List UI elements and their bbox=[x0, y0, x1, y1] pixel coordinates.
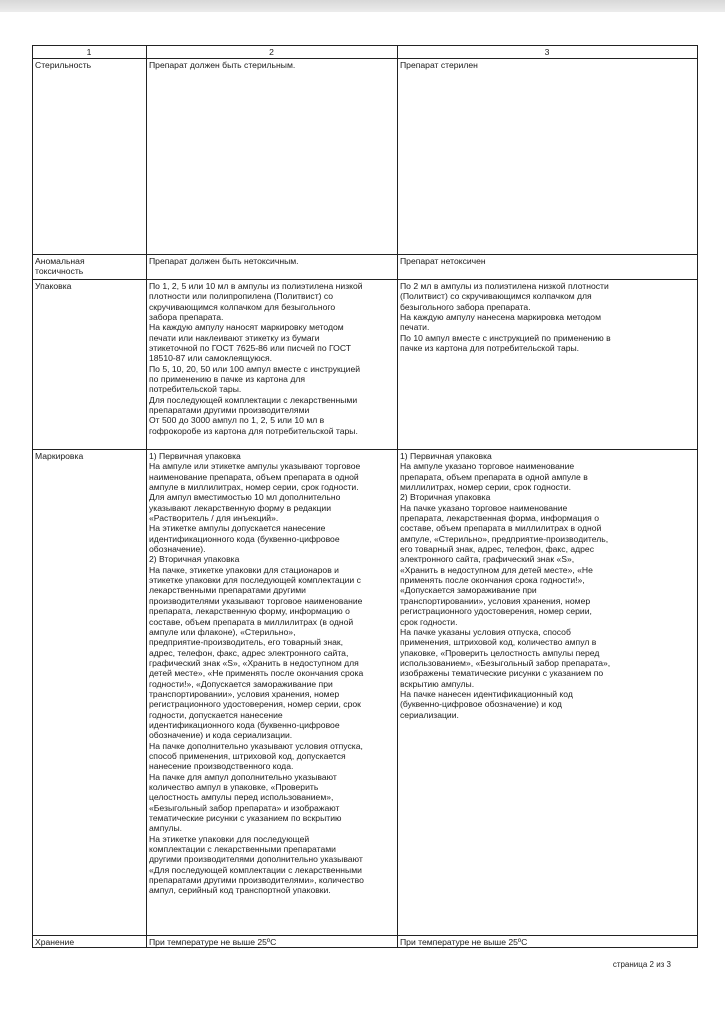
text-line: идентификационного кода (буквенно-цифровое bbox=[149, 719, 340, 730]
text-line: «Безыгольный забор препарата» и изображают bbox=[149, 802, 340, 813]
text-line: На ампуле указано торговое наименование bbox=[400, 461, 575, 472]
table-row bbox=[33, 936, 698, 948]
text-line: использованием», «Безыгольный забор препарата», bbox=[400, 657, 611, 668]
text-line: Для последующей комплектации с лекарственными bbox=[149, 394, 358, 405]
text-line: На этикетке ампулы допускается нанесение bbox=[149, 523, 326, 534]
text-line: 2) Вторичная упаковка bbox=[149, 554, 240, 565]
text-line: 18510-87 или самоклеящуюся. bbox=[149, 353, 273, 364]
text-line: количество ампул в упаковке, «Проверить bbox=[149, 782, 319, 792]
text-line: графический знак «S», «Хранить в недоступном для bbox=[149, 657, 359, 668]
text-line: ампуле в миллилитрах, номер серии, срок годности. bbox=[149, 482, 359, 493]
row-label bbox=[33, 59, 147, 255]
text-line: этикеточной по ГОСТ 7625-86 или писчей по ГОСТ bbox=[149, 343, 352, 354]
text-line: сериализации. bbox=[400, 709, 459, 720]
text-line: срок годности. bbox=[400, 616, 458, 627]
requirement-cell bbox=[147, 450, 398, 936]
text-line: плотности или полипропилена (Политвист) со bbox=[149, 291, 334, 302]
result-cell bbox=[398, 450, 698, 936]
specification-table bbox=[32, 45, 698, 948]
text-line: электронного сайта, графический знак «S», bbox=[400, 554, 575, 565]
text-line: 1) Первичная упаковка bbox=[400, 451, 492, 461]
scan-top-edge bbox=[0, 0, 725, 12]
text-line: забора препарата. bbox=[149, 312, 224, 323]
text-line: На этикетке упаковки для последующей bbox=[149, 833, 310, 844]
row-label bbox=[33, 450, 147, 936]
text-line: составе, объем препарата в миллилитрах (в одной bbox=[149, 616, 354, 627]
text-line: Препарат нетоксичен bbox=[400, 256, 486, 266]
row-label bbox=[33, 936, 147, 948]
table-row bbox=[33, 450, 698, 936]
text-line: наименование препарата, объем препарата в одной bbox=[149, 471, 359, 482]
table-row bbox=[33, 255, 698, 280]
text-line: «Допускается замораживание при bbox=[400, 585, 537, 596]
text-line: 2) Вторичная упаковка bbox=[400, 492, 491, 503]
text-line: вскрытию ампулы. bbox=[400, 678, 475, 689]
text-line: печати. bbox=[400, 322, 430, 333]
text-line: «Растворитель / для инъекций». bbox=[149, 513, 279, 524]
text-line: препарата, лекарственная форма, информация о bbox=[400, 513, 600, 524]
text-line: производителями указывают торговое наименование bbox=[149, 595, 363, 606]
table-row bbox=[33, 59, 698, 255]
text-line: препаратами другими производителями», количество bbox=[149, 875, 364, 886]
text-line: применять после окончания срока годности!», bbox=[400, 575, 585, 586]
text-line: Упаковка bbox=[35, 281, 72, 291]
text-line: составе, объем препарата в миллилитрах в одной bbox=[400, 523, 602, 534]
table-row bbox=[33, 280, 698, 450]
text-line: (буквенно-цифровое обозначение) и код bbox=[400, 699, 562, 710]
text-line: Для ампул вместимостью 10 мл дополнительно bbox=[149, 492, 341, 503]
text-line: адрес, телефон, факс, адрес электронного сайта, bbox=[149, 647, 349, 658]
text-line: ампуле, «Стерильно», предприятие-производитель, bbox=[400, 533, 609, 544]
text-line: регистрационного удостоверения, номер серии, срок bbox=[149, 699, 361, 710]
text-line: потребительской тары. bbox=[149, 384, 242, 395]
text-line: На пачке нанесен идентификационный код bbox=[400, 688, 573, 699]
text-line: На ампуле или этикетке ампулы указывают торговое bbox=[149, 461, 361, 472]
text-line: безыгольного забора препарата. bbox=[400, 301, 531, 312]
header-col-3: 3 bbox=[398, 46, 698, 59]
text-line: По 10 ампул вместе с инструкцией по применению в bbox=[400, 332, 611, 343]
text-line: нанесение производственного кода. bbox=[149, 761, 294, 772]
text-line: По 5, 10, 20, 50 или 100 ампул вместе с инструкцией bbox=[149, 363, 361, 374]
text-line: На каждую ампулу нанесена маркировка методом bbox=[400, 312, 601, 323]
result-cell bbox=[398, 280, 698, 450]
text-line: его товарный знак, адрес, телефон, факс, адрес bbox=[400, 544, 595, 555]
text-line: На пачке указано торговое наименование bbox=[400, 502, 568, 513]
text-line: На пачке указаны условия отпуска, способ bbox=[400, 626, 571, 637]
text-line: препарата, лекарственную форму, информацию о bbox=[149, 606, 350, 617]
text-line: годности!», «Допускается замораживание при bbox=[149, 678, 333, 689]
text-line: Препарат стерилен bbox=[400, 60, 478, 70]
row-label bbox=[33, 255, 147, 280]
text-line: Препарат должен быть нетоксичным. bbox=[149, 256, 299, 266]
text-line: пачке из картона для потребительской тары. bbox=[400, 343, 580, 354]
result-cell bbox=[398, 936, 698, 948]
header-col-1: 1 bbox=[33, 46, 147, 59]
text-line: изображены тематические рисунки с указанием по bbox=[400, 668, 604, 679]
text-line: печати или наклеивают этикетку из бумаги bbox=[149, 332, 320, 343]
text-line: препарата, объем препарата в одной ампуле в bbox=[400, 471, 588, 482]
text-line: (Политвист) со скручивающимся колпачком для bbox=[400, 291, 592, 302]
text-line: «Хранить в недоступном для детей месте», «Не bbox=[400, 564, 593, 575]
text-line: по применению в пачке из картона для bbox=[149, 374, 306, 385]
text-line: идентификационного кода (буквенно-цифровое bbox=[149, 533, 340, 544]
text-line: По 2 мл в ампулы из полиэтилена низкой плотности bbox=[400, 281, 609, 291]
text-line: регистрационного удостоверения, номер серии, bbox=[400, 606, 592, 617]
text-line: Препарат должен быть стерильным. bbox=[149, 60, 296, 70]
text-line: При температуре не выше 25ºС bbox=[149, 937, 277, 947]
text-line: Хранение bbox=[35, 937, 75, 947]
text-line: способ применения, штриховой код, допускается bbox=[149, 750, 346, 761]
text-line: комплектации с лекарственными препаратами bbox=[149, 844, 336, 855]
text-line: скручивающимся колпачком для безыгольного bbox=[149, 301, 336, 312]
requirement-cell bbox=[147, 59, 398, 255]
text-line: гофрокоробе из картона для потребительской тары. bbox=[149, 425, 358, 436]
text-line: другими производителями дополнительно указывают bbox=[149, 854, 363, 865]
text-line: упаковке, «Проверить целостность ампулы перед bbox=[400, 647, 600, 658]
text-line: годности, допускается нанесение bbox=[149, 709, 283, 720]
requirement-cell bbox=[147, 280, 398, 450]
text-line: транспортировании», условия хранения, номер bbox=[400, 595, 591, 606]
text-line: На каждую ампулу наносят маркировку методом bbox=[149, 322, 344, 333]
text-line: На пачке для ампул дополнительно указывают bbox=[149, 771, 337, 782]
header-col-2: 2 bbox=[147, 46, 398, 59]
text-line: препаратами другими производителями bbox=[149, 405, 310, 416]
text-line: транспортировании», условия хранения, номер bbox=[149, 688, 340, 699]
text-line: обозначение) и кода сериализации. bbox=[149, 730, 293, 741]
requirement-cell bbox=[147, 936, 398, 948]
text-line: От 500 до 3000 ампул по 1, 2, 5 или 10 мл в bbox=[149, 415, 325, 426]
requirement-cell bbox=[147, 255, 398, 280]
text-line: На пачке дополнительно указывают условия отпуска, bbox=[149, 740, 363, 751]
result-cell bbox=[398, 255, 698, 280]
text-line: На пачке, этикетке упаковки для стационаров и bbox=[149, 564, 339, 575]
text-line: лекарственными препаратами другими bbox=[149, 585, 306, 596]
text-line: ампул, серийный код транспортной упаковки. bbox=[149, 885, 331, 896]
page-number: страница 2 из 3 bbox=[612, 960, 671, 969]
text-line: Аномальная bbox=[35, 256, 85, 266]
text-line: При температуре не выше 25ºС bbox=[400, 937, 528, 947]
row-label bbox=[33, 280, 147, 450]
text-line: Маркировка bbox=[35, 451, 84, 461]
text-line: указывают лекарственную форму в редакции bbox=[149, 502, 331, 513]
text-line: ампуле или флаконе), «Стерильно», bbox=[149, 626, 296, 637]
table-header-row bbox=[33, 46, 698, 59]
text-line: 1) Первичная упаковка bbox=[149, 451, 241, 461]
text-line: токсичность bbox=[35, 266, 84, 277]
text-line: этикетке упаковки для последующей комплектации с bbox=[149, 575, 361, 586]
text-line: целостность ампулы перед использованием», bbox=[149, 792, 334, 803]
text-line: Стерильность bbox=[35, 60, 92, 70]
text-line: применения, штриховой код, количество ампул в bbox=[400, 637, 597, 648]
text-line: «Для последующей комплектации с лекарственными bbox=[149, 864, 362, 875]
text-line: По 1, 2, 5 или 10 мл в ампулы из полиэтилена низкой bbox=[149, 281, 363, 291]
text-line: тематические рисунки с указанием по вскрытию bbox=[149, 813, 342, 824]
text-line: предприятие-производитель, его товарный знак, bbox=[149, 637, 343, 648]
text-line: миллилитрах, номер серии, срок годности. bbox=[400, 482, 572, 493]
text-line: ампулы. bbox=[149, 823, 183, 834]
text-line: детей месте», «Не применять после окончания срока bbox=[149, 668, 364, 679]
result-cell bbox=[398, 59, 698, 255]
text-line: обозначение). bbox=[149, 544, 206, 555]
